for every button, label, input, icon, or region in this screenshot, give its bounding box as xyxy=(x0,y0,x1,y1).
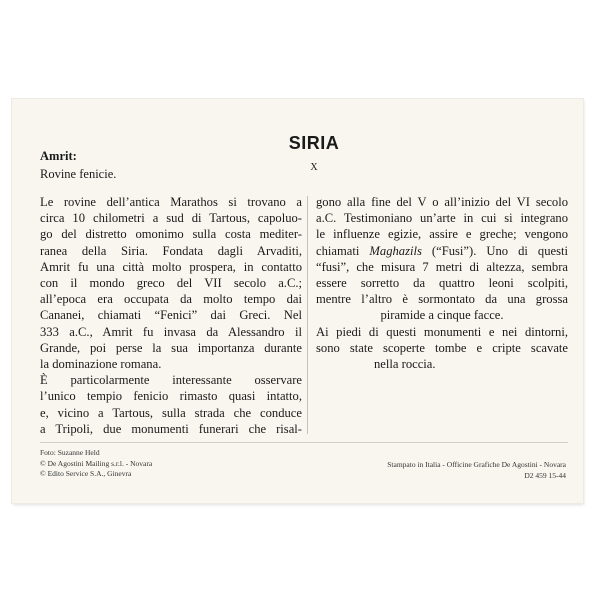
text-line: a Tripoli, due monumenti funerari che risal- xyxy=(40,421,302,436)
text-line: Le rovine dell’antica Marathos si trovano a xyxy=(40,195,302,209)
left-text-column xyxy=(40,194,302,437)
text-line: con il mondo greco del VII secolo a.C.; xyxy=(40,276,302,291)
text-line: 333 a.C., Amrit fu invasa da Alessandro il xyxy=(40,324,302,339)
text-line: Cananei, chiamati “Fenici” dai Greci. Nel xyxy=(40,308,302,323)
text-fragment: chiamati xyxy=(316,243,370,258)
credits-block xyxy=(40,448,152,480)
print-info-block xyxy=(387,460,566,481)
photo-credit: Foto: Suzanne Held xyxy=(40,448,100,457)
text-line: la dominazione romana. xyxy=(40,357,162,372)
text-line: sono state scoperte tombe e cripte scavate xyxy=(316,340,568,355)
card-title: SIRIA xyxy=(288,133,340,153)
card-number: X xyxy=(310,162,318,173)
right-text-column xyxy=(316,194,568,372)
copyright-line: © De Agostini Mailing s.r.l. - Novara xyxy=(40,458,153,468)
footer-rule xyxy=(40,442,568,443)
printer-line: Stampato in Italia - Officine Grafiche De Agostini - Novara xyxy=(387,460,566,469)
subject-heading: Amrit: xyxy=(40,149,77,163)
text-line: gono alla fine del V o all’inizio del VI secolo xyxy=(316,195,568,209)
text-line: piramide a cinque facce. xyxy=(380,308,504,323)
text-line xyxy=(316,243,568,259)
text-line: È particolarmente interessante osservare xyxy=(40,373,302,388)
text-line: nella roccia. xyxy=(374,357,436,372)
text-line: Ai piedi di questi monumenti e nei dintorni, xyxy=(316,324,568,339)
text-line: go del distretto omonimo sulla costa mediter- xyxy=(40,227,302,242)
text-line: Grande, poi perse la sua importanza durante xyxy=(40,340,302,355)
text-line: e, vicino a Tartous, sulla strada che conduce xyxy=(40,405,302,420)
info-card xyxy=(12,99,583,503)
text-line: mentre l’altro è sormontato da una grossa xyxy=(316,292,568,307)
text-line: circa 10 chilometri a sud di Tartous, capoluo- xyxy=(40,211,302,226)
text-line: l’unico tempio fenicio rimasto quasi intatto, xyxy=(40,389,302,404)
catalog-code: D2 459 15-44 xyxy=(524,470,566,480)
text-line: a.C. Testimoniano un’arte in cui si integrano xyxy=(316,211,568,226)
photo-caption: Rovine fenicie. xyxy=(40,167,117,181)
column-divider xyxy=(307,196,308,434)
copyright-line: © Edito Service S.A., Ginevra xyxy=(40,469,132,478)
text-line: Amrit fu una città molto prospera, in contatto xyxy=(40,259,302,274)
text-line: le influenze egizie, assire e greche; vengono xyxy=(316,227,568,242)
text-fragment: (“Fusi”). Uno di questi xyxy=(421,243,569,258)
text-line: essere sorretto da quattro leoni scolpiti, xyxy=(316,276,568,291)
text-line: “fusi”, che misura 7 metri di altezza, sembra xyxy=(316,259,568,274)
text-line: ranea della Siria. Fondata dagli Arvaditi, xyxy=(40,243,302,258)
text-line: all’epoca era occupata da molto tempo dai xyxy=(40,292,302,307)
italic-term: Maghazils xyxy=(369,243,422,258)
